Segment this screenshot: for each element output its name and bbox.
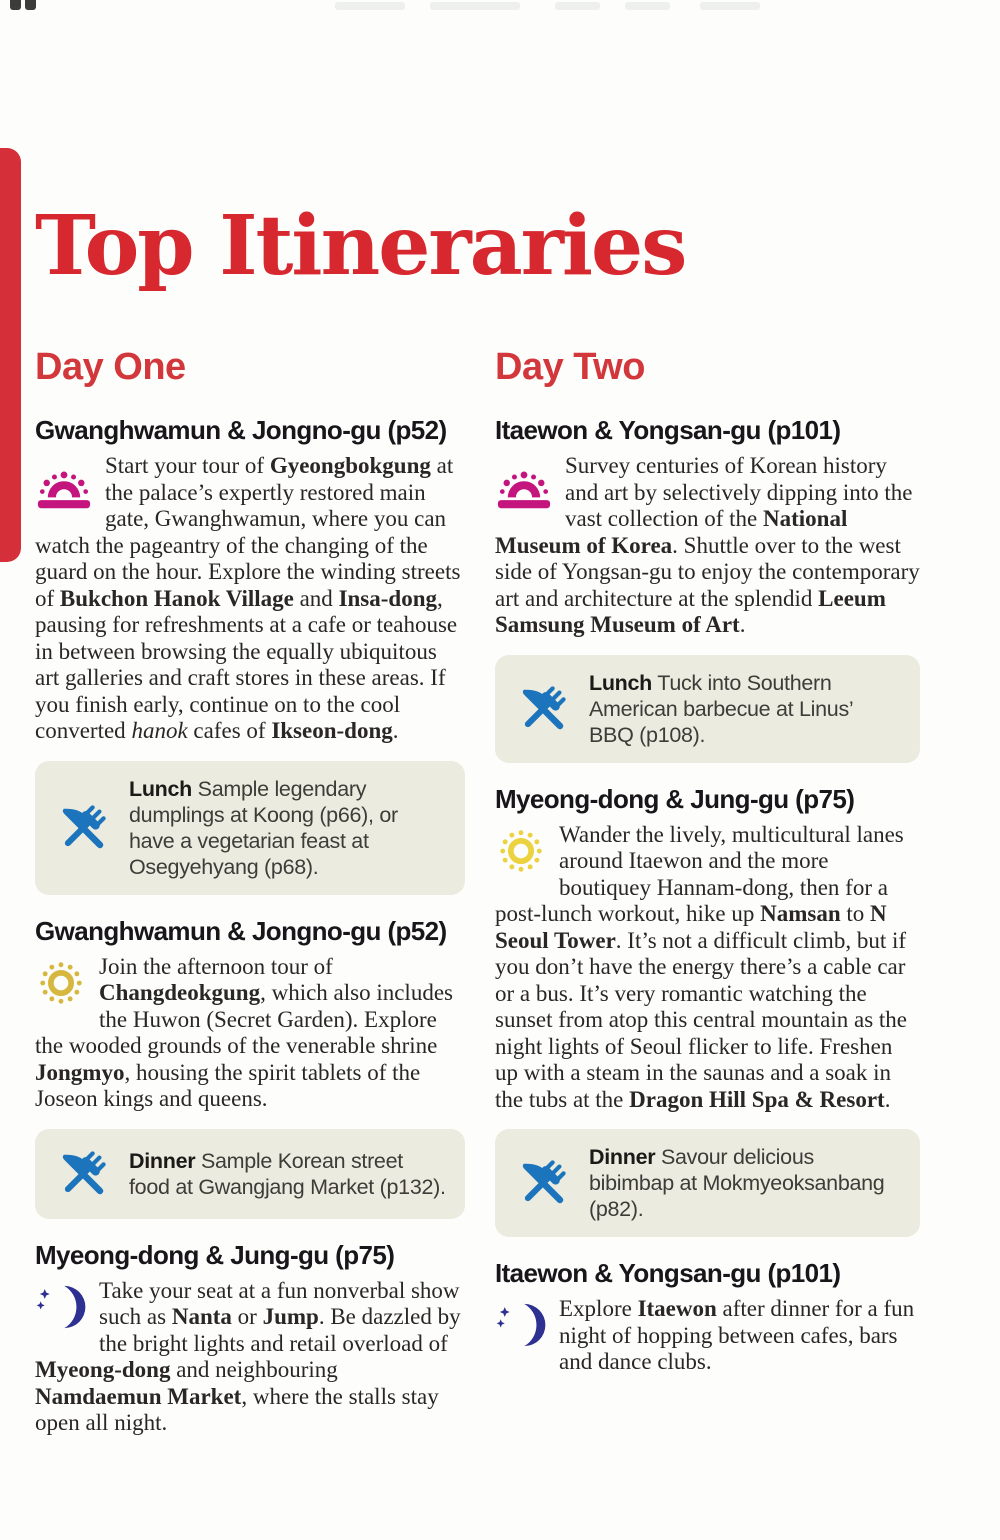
header-remnant (335, 2, 405, 10)
section-heading: Myeong-dong & Jung-gu (p75) (35, 1239, 395, 1270)
meal-label: Lunch (589, 670, 652, 695)
paragraph-text: Join the afternoon tour of Changdeokgung, which also includes the Huwon (Secret Garden). Explore the wooded grounds of the venerable shrine Jongmyo, housing the spirit tablets of the Joseon kings and queens. (35, 953, 453, 1112)
meal-description: Tuck into Southern American barbecue at Linus’ BBQ (p108). (589, 670, 853, 747)
meal-label: Lunch (129, 776, 192, 801)
lunch-box (35, 761, 465, 895)
section-paragraph (495, 1296, 920, 1376)
section-heading: Myeong-dong & Jung-gu (p75) (495, 783, 855, 814)
page-number-cropped (25, 0, 36, 10)
fork-knife-icon (53, 798, 113, 858)
day-one-label: Day One (35, 346, 186, 388)
chapter-edge-tab (0, 148, 21, 562)
paragraph-text: Start your tour of Gyeongbokgung at the palace’s expertly restored main gate, Gwanghwamun, where you can watch the pageantry of the changing of the guard on the hour. Explore the winding streets of Bukchon Hanok Village and Insa-dong, pausing for refreshments at a cafe or teahouse in between browsing the equally ubiquitous art galleries and craft stores in these areas. If you finish early, continue on to the cool converted hanok cafes of Ikseon-dong. (35, 453, 461, 744)
itinerary-columns (35, 348, 920, 1437)
paragraph-text: Survey centuries of Korean history and art by selectively dipping into the vast collection of the National Museum of Korea. Shuttle over to the west side of Yongsan-gu to enjoy the contemporary art and architecture at the splendid Leeum Samsung Museum of Art. (495, 453, 920, 638)
section-heading: Gwanghwamun & Jongno-gu (p52) (35, 915, 447, 946)
sun-icon (35, 957, 87, 1009)
section-paragraph (35, 954, 465, 1113)
paragraph-text: Explore Itaewon after dinner for a fun night of hopping between cafes, bars and dance clubs. (559, 1296, 915, 1375)
section-heading: Itaewon & Yongsan-gu (p101) (495, 415, 841, 445)
section-paragraph (495, 453, 920, 639)
paragraph-text: Wander the lively, multicultural lanes around Itaewon and the more boutiquey Hannam-dong, then for a post-lunch workout, hike up Namsan to N Seoul Tower. It’s not a difficult climb, but if you don’t have the energy there’s a cable car or a bus. It’s very romantic watching the sunset from atop this central mountain as the night lights of Seoul flicker to life. Freshen up with a steam in the saunas and a soak in the tubs at the Dragon Hill Spa & Resort. (495, 821, 907, 1112)
paragraph-text: Take your seat at a fun nonverbal show such as Nanta or Jump. Be dazzled by the bright lights and retail overload of Myeong-dong and neighbouring Namdaemun Market, where the stalls stay open all night. (35, 1277, 461, 1436)
meal-label: Dinner (589, 1145, 656, 1170)
moon-icon (35, 1281, 87, 1333)
meal-text (129, 776, 447, 880)
meal-description: Sample legendary dumplings at Koong (p66), or have a vegetarian feast at Osegyehyang (p68). (129, 776, 398, 879)
lunch-box (495, 655, 920, 763)
day-two-label: Day Two (495, 346, 645, 388)
page-number-cropped (10, 0, 21, 10)
header-remnant (700, 2, 760, 10)
section-heading: Itaewon & Yongsan-gu (p101) (495, 1258, 841, 1289)
meal-description: Savour delicious bibimbap at Mokmyeoksanbang (p82). (589, 1145, 885, 1222)
meal-text (589, 1144, 902, 1222)
fork-knife-icon (53, 1144, 113, 1204)
day-two-column (495, 348, 920, 1376)
header-remnant (625, 2, 670, 10)
section-paragraph (35, 453, 465, 745)
section-paragraph (495, 822, 920, 1114)
section-heading: Gwanghwamun & Jongno-gu (p52) (35, 415, 447, 445)
meal-description: Sample Korean street food at Gwangjang Market (p132). (129, 1148, 446, 1199)
page-title: Top Itineraries (35, 197, 686, 294)
day-one-column (35, 348, 465, 1437)
moon-icon (495, 1299, 547, 1351)
sunrise-icon (35, 456, 93, 510)
dinner-box (35, 1129, 465, 1219)
dinner-box (495, 1129, 920, 1237)
fork-knife-icon (513, 679, 573, 739)
fork-knife-icon (513, 1153, 573, 1213)
sunrise-icon (495, 456, 553, 510)
meal-text (129, 1148, 447, 1200)
header-remnant (430, 2, 520, 10)
section-paragraph (35, 1278, 465, 1437)
meal-label: Dinner (129, 1148, 196, 1173)
header-remnant (555, 2, 600, 10)
meal-text (589, 670, 902, 748)
sun-icon (495, 825, 547, 877)
